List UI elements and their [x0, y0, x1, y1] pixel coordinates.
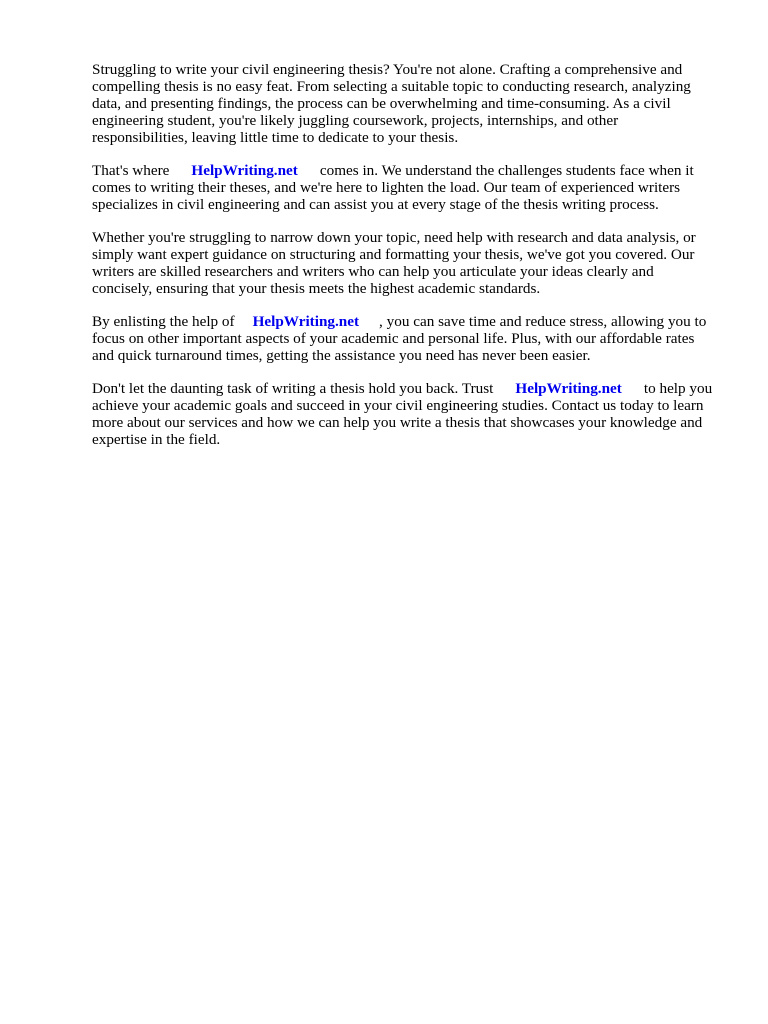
paragraph-text: comes in. We understand the challenges students face when it comes to writing their theses, and we're here to lighten the load. Our team of experienced writers specializes in civil engineering and can assist you at every stage of the thesis writing process.: [92, 162, 694, 213]
paragraph-text: , you can save time and reduce stress, allowing you to focus on other important aspects of your academic and personal life. Plus, with our affordable rates and quick turnaround times, getting the assistance you need has never been easier.: [92, 313, 707, 364]
paragraph-text: Whether you're struggling to narrow down your topic, need help with research and data analysis, or simply want expert guidance on structuring and formatting your thesis, we've got you covered. Our writers are skilled researchers and writers who can help you articulate your ideas clearly and concisely, ensuring that your thesis meets the highest academic standards.: [92, 229, 696, 297]
paragraph-trust: [92, 380, 714, 448]
paragraph-text: Don't let the daunting task of writing a thesis hold you back. Trust: [92, 380, 494, 397]
paragraph-text: That's where: [92, 162, 170, 179]
paragraph-text: By enlisting the help of: [92, 313, 235, 330]
helpwriting-link[interactable]: HelpWriting.net: [515, 380, 622, 397]
document-body: [92, 61, 714, 464]
paragraph-text: to help you achieve your academic goals and succeed in your civil engineering studies. Contact us today to learn more about our services and how we can help you write a thesis that showcases your knowledge and expertise in the field.: [92, 380, 713, 448]
paragraph-intro-text: Struggling to write your civil engineering thesis? You're not alone. Crafting a comprehensive and compelling thesis is no easy feat. From selecting a suitable topic to conducting research, analyzing data, and presenting findings, the process can be overwhelming and time-consuming. As a civil engineering student, you're likely juggling coursework, projects, internships, and other responsibilities, leaving little time to dedicate to your thesis.: [92, 61, 691, 146]
helpwriting-link[interactable]: HelpWriting.net: [191, 162, 298, 179]
paragraph-intro: [92, 61, 714, 146]
paragraph-thats-where: [92, 162, 714, 213]
paragraph-whether: [92, 229, 714, 297]
paragraph-enlisting: [92, 313, 714, 364]
helpwriting-link[interactable]: HelpWriting.net: [252, 313, 360, 330]
